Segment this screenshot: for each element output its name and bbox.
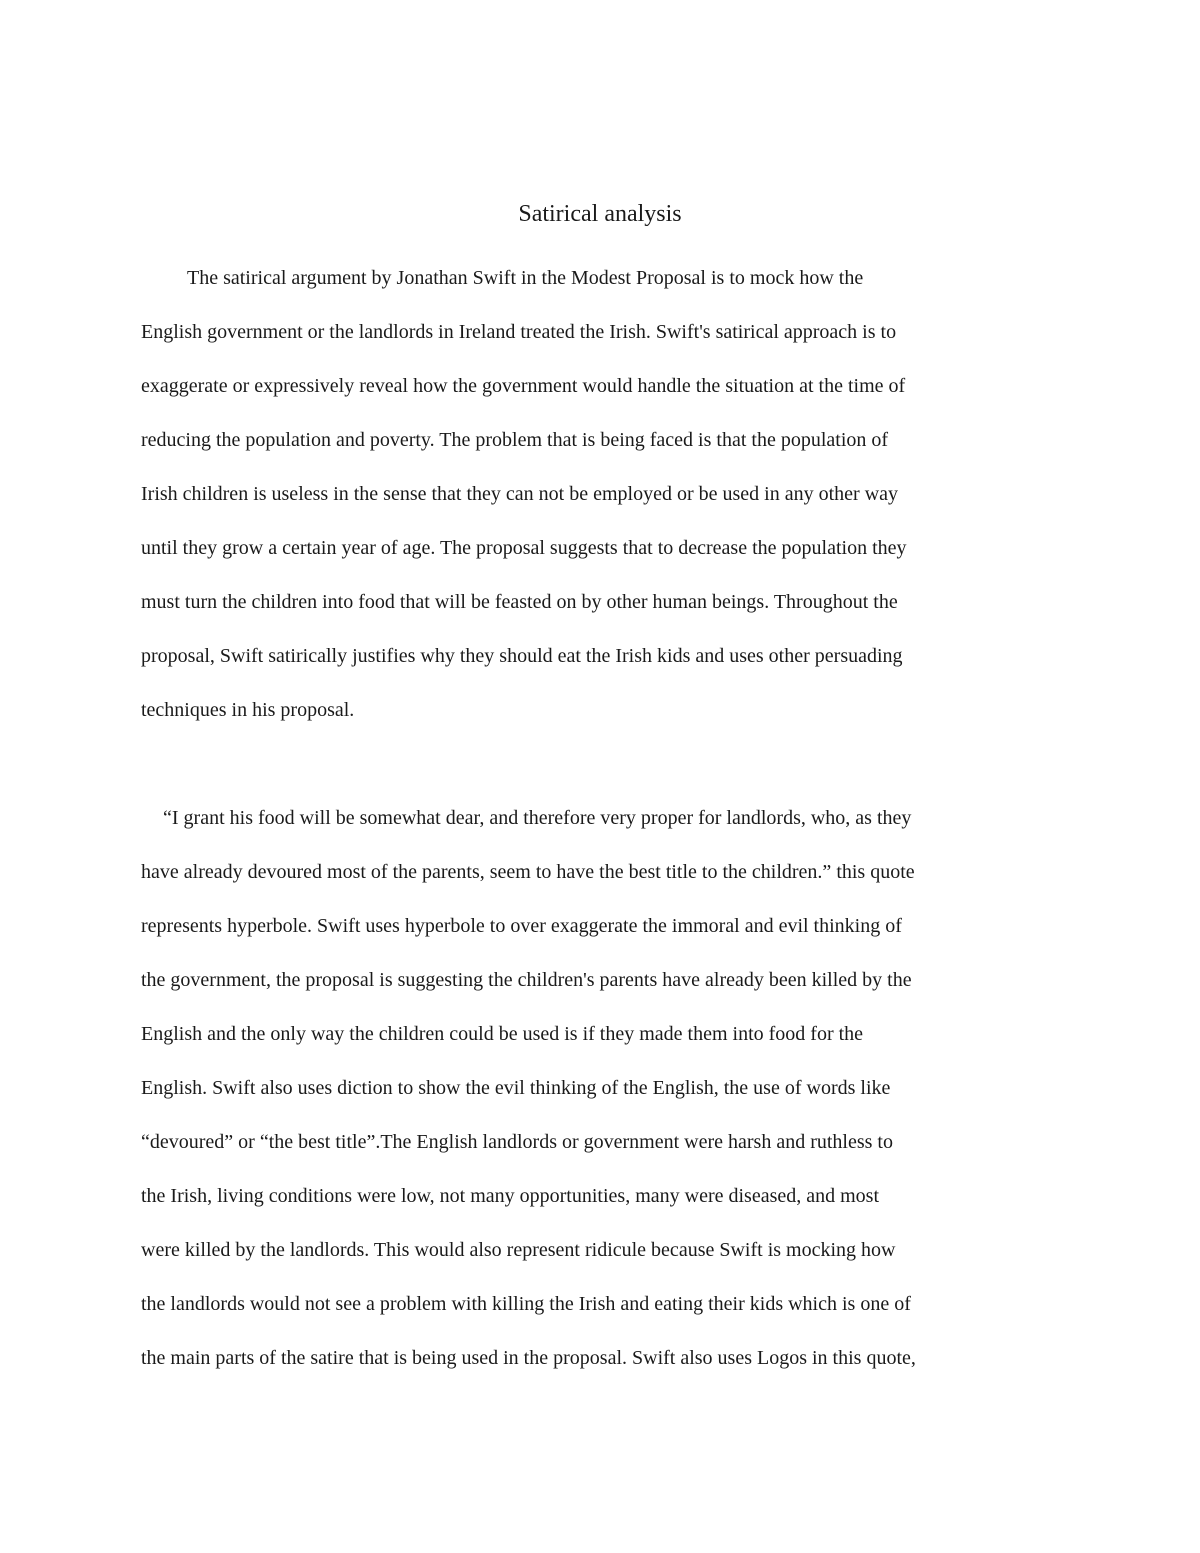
paragraph-2-line-4: the government, the proposal is suggesting the children's parents have already been killed by the bbox=[141, 969, 912, 991]
paragraph-2-line-7: “devoured” or “the best title”.The English landlords or government were harsh and ruthless to bbox=[141, 1131, 893, 1153]
paragraph-2-line-2: have already devoured most of the parents, seem to have the best title to the children.” this quote bbox=[141, 861, 915, 883]
paragraph-2-line-8: the Irish, living conditions were low, not many opportunities, many were diseased, and most bbox=[141, 1185, 880, 1207]
paragraph-1-line-9: techniques in his proposal. bbox=[141, 699, 355, 721]
document-title: Satirical analysis bbox=[518, 201, 682, 227]
paragraph-2-line-5: English and the only way the children could be used is if they made them into food for the bbox=[141, 1023, 864, 1045]
paragraph-1-line-1: The satirical argument by Jonathan Swift in the Modest Proposal is to mock how the bbox=[187, 267, 864, 289]
paragraph-2-line-3: represents hyperbole. Swift uses hyperbole to over exaggerate the immoral and evil thinking of bbox=[141, 915, 902, 937]
paragraph-2-line-11: the main parts of the satire that is being used in the proposal. Swift also uses Logos in this quote, bbox=[141, 1347, 916, 1369]
paragraph-1-line-6: until they grow a certain year of age. The proposal suggests that to decrease the population they bbox=[141, 537, 907, 559]
paragraph-2-line-10: the landlords would not see a problem with killing the Irish and eating their kids which is one of bbox=[141, 1293, 911, 1315]
paragraph-2-line-1: “I grant his food will be somewhat dear, and therefore very proper for landlords, who, as they bbox=[163, 807, 912, 829]
paragraph-1-line-5: Irish children is useless in the sense that they can not be employed or be used in any other way bbox=[141, 483, 899, 505]
paragraph-1-line-7: must turn the children into food that will be feasted on by other human beings. Throughout the bbox=[141, 591, 898, 613]
paragraph-1-line-3: exaggerate or expressively reveal how the government would handle the situation at the time of bbox=[141, 375, 906, 397]
paragraph-2-line-6: English. Swift also uses diction to show the evil thinking of the English, the use of words like bbox=[141, 1077, 891, 1099]
paragraph-1-line-4: reducing the population and poverty. The problem that is being faced is that the population of bbox=[141, 429, 889, 451]
paragraph-1-line-2: English government or the landlords in Ireland treated the Irish. Swift's satirical approach is to bbox=[141, 321, 897, 343]
paragraph-1-line-8: proposal, Swift satirically justifies why they should eat the Irish kids and uses other persuading bbox=[141, 645, 903, 667]
paragraph-2-line-9: were killed by the landlords. This would also represent ridicule because Swift is mocking how bbox=[141, 1239, 896, 1261]
